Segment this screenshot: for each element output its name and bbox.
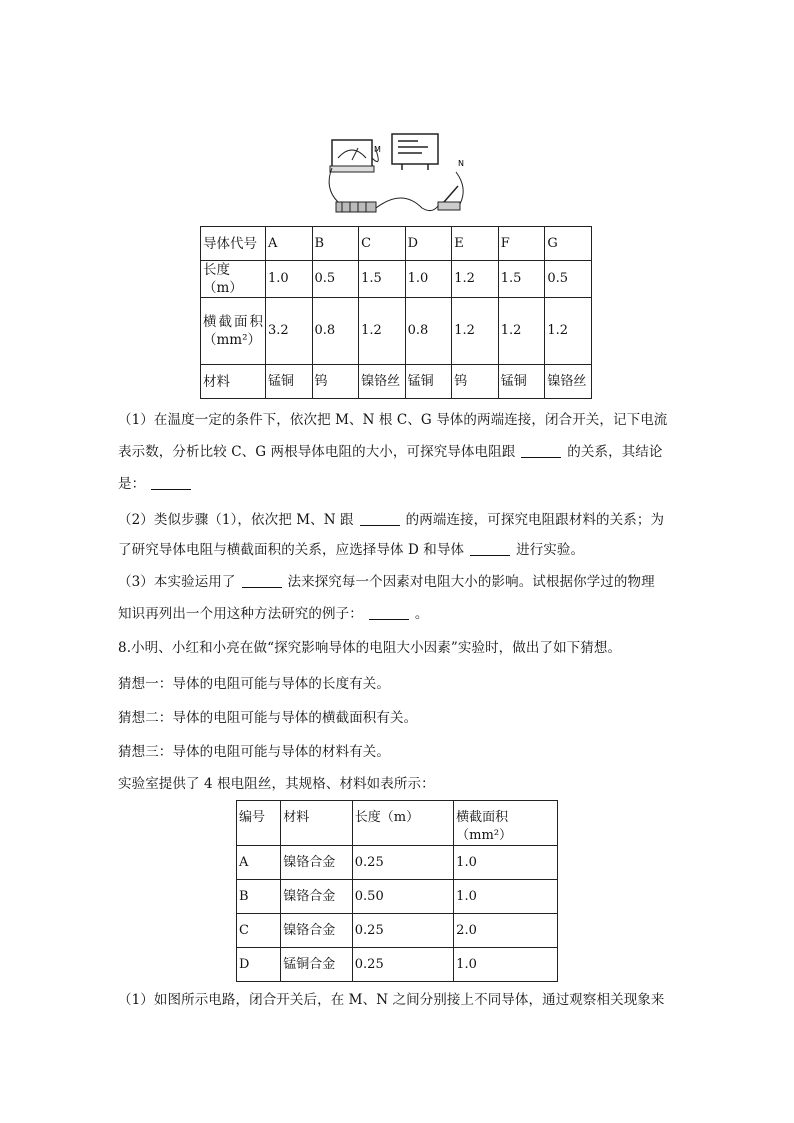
question-1-text-b: 的关系，其结论 [567, 444, 663, 460]
question-3-text-b: 法来探究每一个因素对电阻大小的影响。试根据你学过的物理 [287, 574, 655, 590]
question-1-text-c: 是： [118, 476, 146, 492]
answer-blank[interactable] [151, 475, 191, 490]
table-cell: 0.25 [352, 846, 453, 880]
problem-8-intro: 8.小明、小红和小亮在做“探究影响导体的电阻大小因素”实验时，做出了如下猜想。 [118, 640, 622, 656]
label-m: M [374, 145, 381, 154]
problem-8-question-1: （1）如图所示电路，闭合开关后，在 M、N 之间分别接上不同导体，通过观察相关现象来 [118, 992, 665, 1008]
table-cell: 1.2 [452, 298, 499, 365]
table-cell: 镍铬合金 [281, 880, 353, 914]
table-row [201, 227, 592, 261]
table-row [201, 298, 592, 365]
question-2-line1 [118, 504, 678, 536]
table-row [237, 801, 558, 846]
table-header-cell: G [545, 227, 592, 261]
table-cell: 1.0 [265, 261, 312, 298]
area-label-line2: （mm²） [203, 332, 262, 348]
table-cell: 锰铜合金 [281, 948, 353, 982]
guess-1: 猜想一：导体的电阻可能与导体的长度有关。 [118, 676, 390, 692]
table-cell: 1.2 [452, 261, 499, 298]
question-2-text-a: （2）类似步骤（1），依次把 M、N 跟 [118, 512, 354, 528]
table-cell: 1.0 [454, 846, 558, 880]
table-row [201, 261, 592, 298]
answer-blank[interactable] [369, 605, 409, 620]
table-cell: 镍铬合金 [281, 914, 353, 948]
lab-description: 实验室提供了 4 根电阻丝，其规格、材料如表所示： [118, 776, 435, 792]
table-cell: 0.5 [545, 261, 592, 298]
conductor-table [200, 226, 592, 399]
resistance-wire-table [236, 800, 558, 982]
label-n: N [458, 159, 464, 168]
circuit-drawing [322, 128, 472, 218]
circuit-diagram [322, 128, 472, 218]
table-header-cell: E [452, 227, 499, 261]
table-cell: 1.5 [498, 261, 545, 298]
table-cell: 0.50 [352, 880, 453, 914]
table-cell: 0.5 [312, 261, 359, 298]
guess-2: 猜想二：导体的电阻可能与导体的横截面积有关。 [118, 710, 418, 726]
table-cell: 长度（m） [201, 261, 266, 298]
question-2-text-d: 进行实验。 [516, 542, 585, 558]
table-cell: 0.25 [352, 914, 453, 948]
question-3-line2 [118, 598, 678, 630]
question-1-line1: （1）在温度一定的条件下，依次把 M、N 根 C、G 导体的两端连接，闭合开关，记下电流 [118, 412, 668, 428]
table-cell: 3.2 [265, 298, 312, 365]
table-cell: 1.5 [359, 261, 406, 298]
question-2-text-c: 了研究导体电阻与横截面积的关系，应选择导体 D 和导体 [118, 542, 465, 558]
answer-blank[interactable] [242, 573, 282, 588]
table-header-cell: 材料 [281, 801, 353, 846]
question-3-text-a: （3）本实验运用了 [118, 574, 236, 590]
table-header-cell: F [498, 227, 545, 261]
table-header-cell: 导体代号 [201, 227, 266, 261]
answer-blank[interactable] [470, 541, 510, 556]
question-1-line3 [118, 468, 678, 500]
table-cell: 1.2 [498, 298, 545, 365]
question-1-text-a: 表示数，分析比较 C、G 两根导体电阻的大小，可探究导体电阻跟 [118, 444, 516, 460]
table-cell: 钨 [452, 365, 499, 399]
table-row [237, 914, 558, 948]
table-header-cell: B [312, 227, 359, 261]
table-cell: 锰铜 [405, 365, 452, 399]
answer-blank[interactable] [521, 443, 561, 458]
table-cell: 锰铜 [498, 365, 545, 399]
question-1-line2 [118, 436, 678, 468]
table-row [237, 948, 558, 982]
table-cell: 1.0 [454, 948, 558, 982]
table-cell: 钨 [312, 365, 359, 399]
answer-blank[interactable] [360, 511, 400, 526]
table-cell: 0.25 [352, 948, 453, 982]
table-cell: 1.0 [454, 880, 558, 914]
table-cell: 2.0 [454, 914, 558, 948]
area-label-line1: 横截面积 [203, 314, 263, 330]
table-header-cell: 横截面积（mm²） [454, 801, 558, 846]
question-3-text-c: 知识再列出一个用这种方法研究的例子： [118, 606, 363, 622]
table-header-cell: C [359, 227, 406, 261]
table-header-cell: A [265, 227, 312, 261]
table-row [237, 846, 558, 880]
question-3-text-d: 。 [414, 606, 429, 622]
table-cell: 材料 [201, 365, 266, 399]
table-cell: B [237, 880, 281, 914]
table-cell: 0.8 [405, 298, 452, 365]
table-cell: 锰铜 [265, 365, 312, 399]
table-cell: 镍铬丝 [545, 365, 592, 399]
table-cell: A [237, 846, 281, 880]
question-2-text-b: 的两端连接，可探究电阻跟材料的关系；为 [405, 512, 665, 528]
table-cell: 镍铬丝 [359, 365, 406, 399]
table-header-cell: 长度（m） [352, 801, 453, 846]
table-row [237, 880, 558, 914]
table-cell: 1.0 [405, 261, 452, 298]
question-2-line2 [118, 534, 678, 566]
table-cell: 1.2 [545, 298, 592, 365]
table-cell: 0.8 [312, 298, 359, 365]
table-cell: D [237, 948, 281, 982]
table-header-cell: 编号 [237, 801, 281, 846]
table-header-cell: D [405, 227, 452, 261]
guess-3: 猜想三：导体的电阻可能与导体的材料有关。 [118, 744, 390, 760]
question-3-line1 [118, 566, 678, 598]
table-cell: C [237, 914, 281, 948]
table-cell: 1.2 [359, 298, 406, 365]
table-cell [201, 298, 266, 365]
table-cell: 镍铬合金 [281, 846, 353, 880]
table-row [201, 365, 592, 399]
